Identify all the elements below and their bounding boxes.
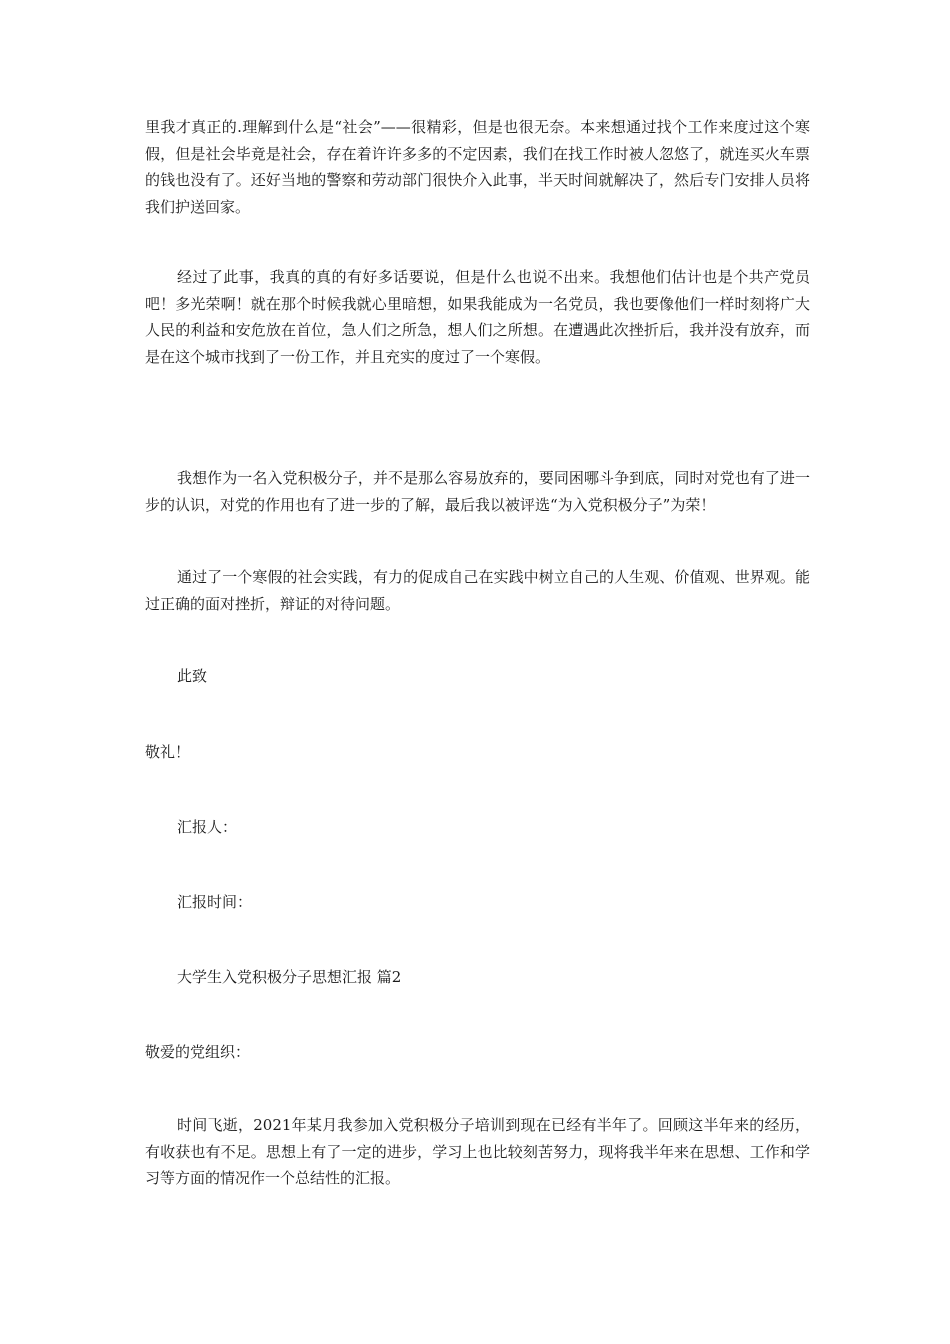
- paragraph-continuation: 里我才真正的.理解到什么是“社会”——很精彩，但是也很无奈。本来想通过找个工作来度过这个寒假，但是社会毕竟是社会，存在着许许多多的不定因素，我们在找工作时被人忽悠了，就连买火车票的钱也没有了。还好当地的警察和劳动部门很快介入此事，半天时间就解决了，然后专门安排人员将我们护送回家。: [145, 118, 810, 216]
- report-time-label: 汇报时间：: [177, 893, 253, 911]
- reporter-label: 汇报人：: [177, 818, 238, 836]
- paragraph-social-practice: 通过了一个寒假的社会实践，有力的促成自己在实践中树立自己的人生观、价值观、世界观。能过正确的面对挫折，辩证的对待问题。: [145, 568, 810, 613]
- paragraph-activist-resolve: 我想作为一名入党积极分子，并不是那么容易放弃的，要同困哪斗争到底，同时对党也有了进一步的认识，对党的作用也有了进一步的了解，最后我以被评选“为入党积极分子”为荣！: [145, 469, 810, 514]
- paragraph-half-year-summary: 时间飞逝，2021年某月我参加入党积极分子培训到现在已经有半年了。回顾这半年来的经历，有收获也有不足。思想上有了一定的进步，学习上也比较刻苦努力，现将我半年来在思想、工作和学习等方面的情况作一个总结性的汇报。: [145, 1116, 810, 1187]
- greeting-party-organization: 敬爱的党组织：: [145, 1043, 251, 1061]
- closing-salutation: 此致: [177, 667, 208, 685]
- closing-regards: 敬礼！: [145, 743, 191, 761]
- paragraph-incident-reflection: 经过了此事，我真的真的有好多话要说，但是什么也说不出来。我想他们估计也是个共产党员吧！多光荣啊！就在那个时候我就心里暗想，如果我能成为一名党员，我也要像他们一样时刻将广大人民的利益和安危放在首位，急人们之所急，想人们之所想。在遭遇此次挫折后，我并没有放弃，而是在这个城市找到了一份工作，并且充实的度过了一个寒假。: [145, 268, 810, 366]
- section-title-part2: 大学生入党积极分子思想汇报 篇2: [177, 968, 402, 986]
